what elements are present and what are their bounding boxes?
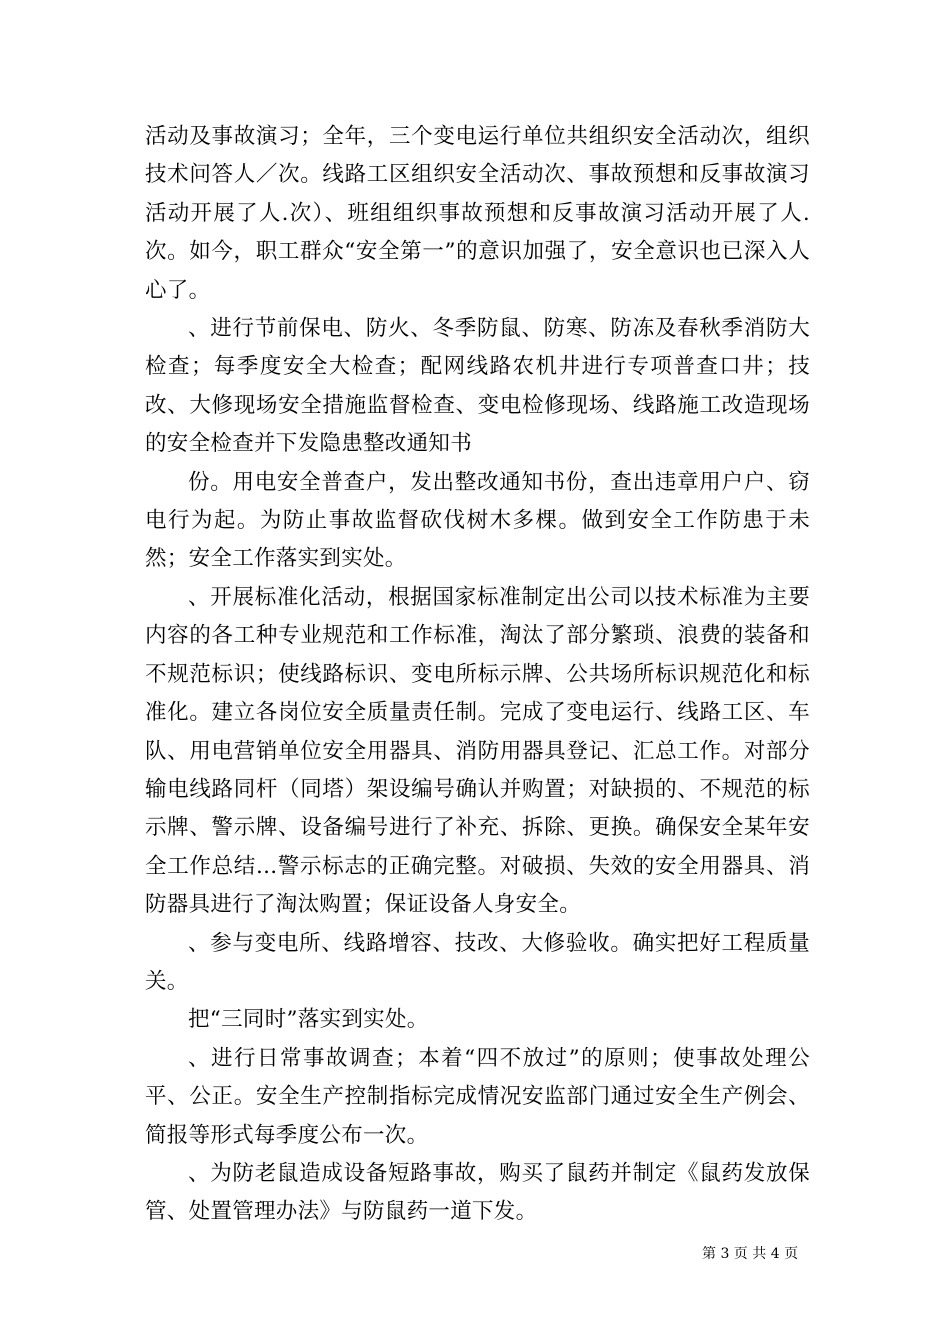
paragraph-5: 、参与变电所、线路增容、技改、大修验收。确实把好工程质量关。 (145, 930, 810, 994)
paragraph-1: 活动及事故演习；全年，三个变电运行单位共组织安全活动次，组织技术问答人／次。线路工区组织安全活动次、事故预想和反事故演习活动开展了人.次）、班组组织事故预想和反事故演习活动开展了人.次。如今，职工群众“安全第一”的意识加强了，安全意识也已深入人心了。 (145, 124, 810, 303)
document-body (145, 118, 810, 1232)
paragraph-8: 、为防老鼠造成设备短路事故，购买了鼠药并制定《鼠药发放保管、处置管理办法》与防鼠药一道下发。 (145, 1160, 810, 1225)
paragraph-3: 份。用电安全普查户，发出整改通知书份，查出违章用户户、窃电行为起。为防止事故监督砍伐树木多棵。做到安全工作防患于未然；安全工作落实到实处。 (145, 469, 810, 572)
paragraph-6: 把“三同时”落实到实处。 (188, 1007, 429, 1033)
page-number-footer: 第 3 页 共 4 页 (702, 1246, 799, 1262)
paragraph-7: 、进行日常事故调查；本着“四不放过”的原则；使事故处理公平、公正。安全生产控制指标完成情况安监部门通过安全生产例会、简报等形式每季度公布一次。 (145, 1045, 810, 1148)
paragraph-4: 、开展标准化活动，根据国家标准制定出公司以技术标准为主要内容的各工种专业规范和工作标准，淘汰了部分繁琐、浪费的装备和不规范标识；使线路标识、变电所标示牌、公共场所标识规范化和标准化。建立各岗位安全质量责任制。完成了变电运行、线路工区、车队、用电营销单位安全用器具、消防用器具登记、汇总工作。对部分输电线路同杆（同塔）架设编号确认并购置；对缺损的、不规范的标示牌、警示牌、设备编号进行了补充、拆除、更换。确保安全某年安全工作总结...警示标志的正确完整。对破损、失效的安全用器具、消防器具进行了淘汰购置；保证设备人身安全。 (145, 584, 810, 918)
paragraph-2: 、进行节前保电、防火、冬季防鼠、防寒、防冻及春秋季消防大检查；每季度安全大检查；配网线路农机井进行专项普查口井；技改、大修现场安全措施监督检查、变电检修现场、线路施工改造现场的安全检查并下发隐患整改通知书 (145, 316, 810, 457)
